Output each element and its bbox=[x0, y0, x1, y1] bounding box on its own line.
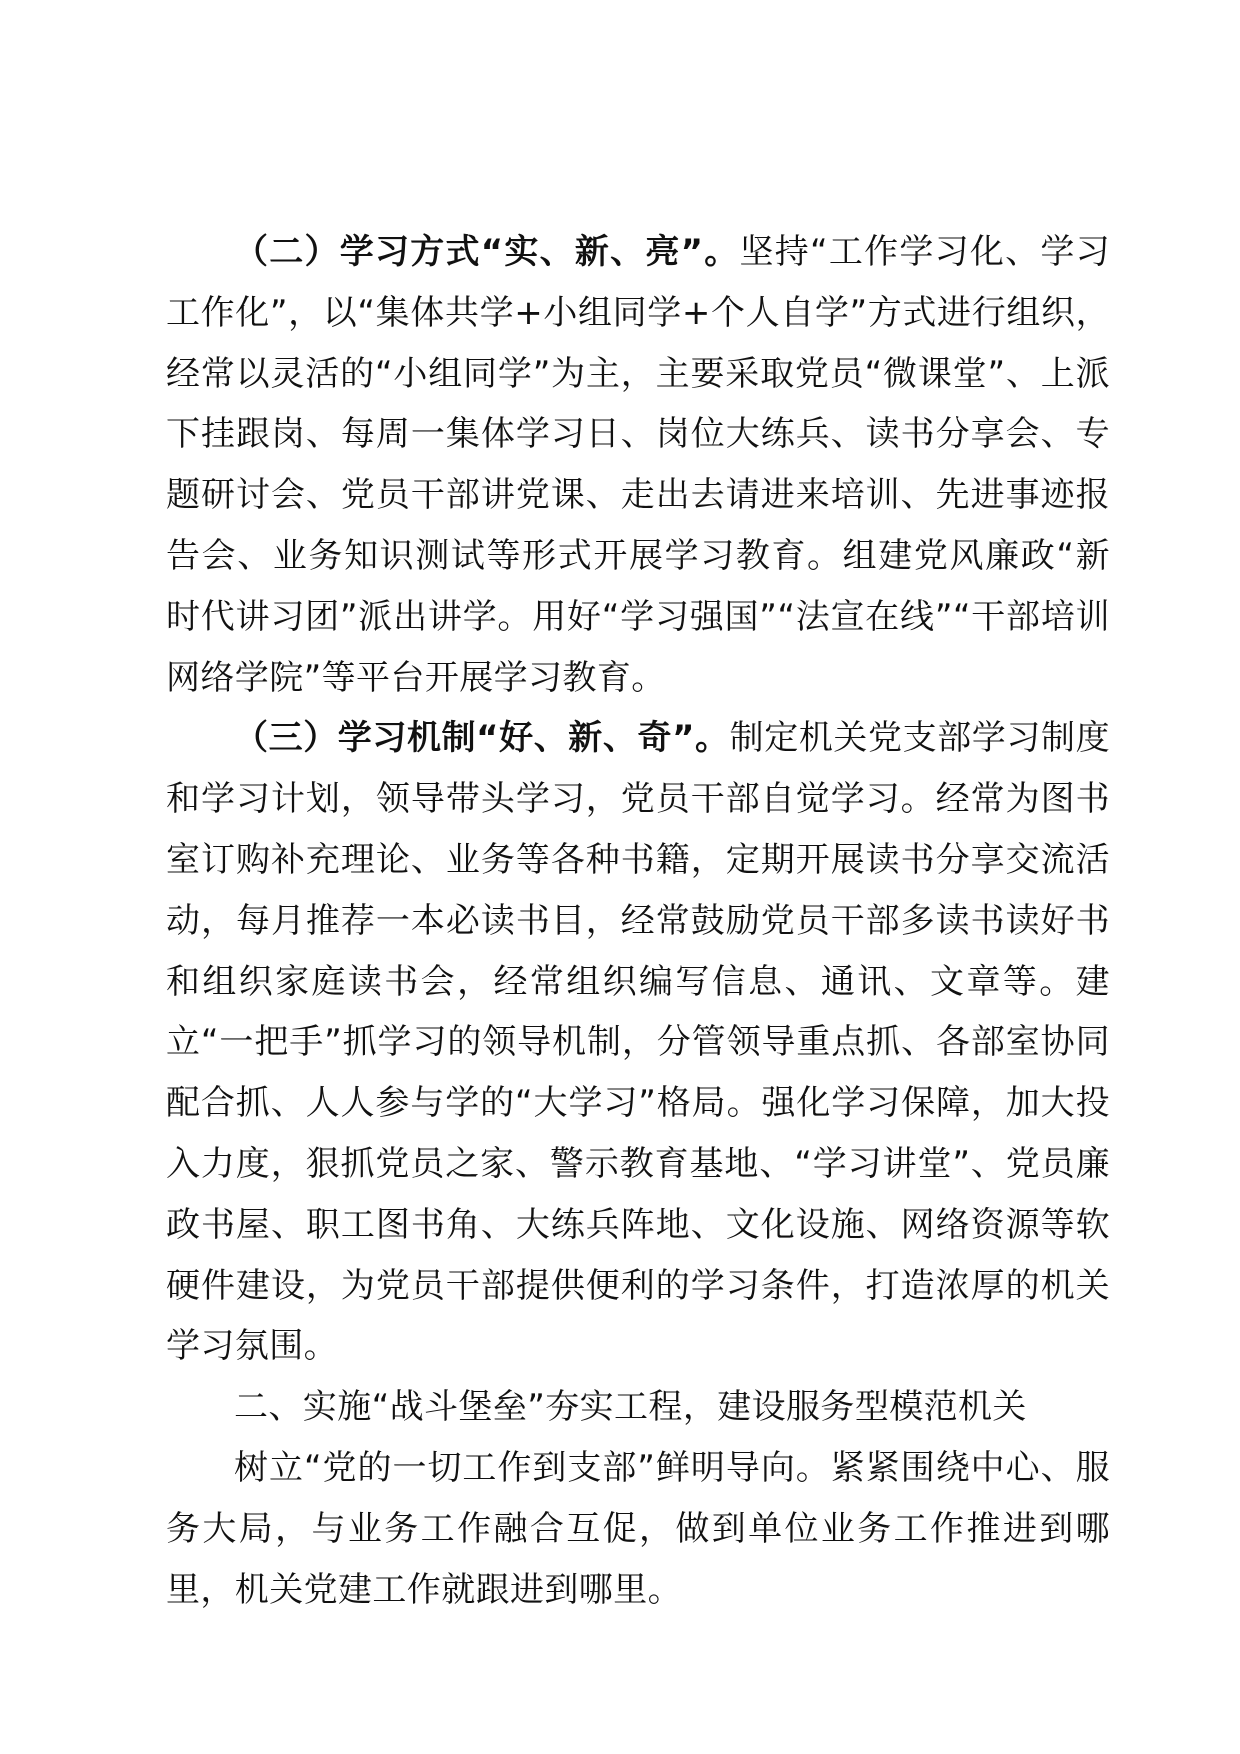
paragraph-body-study-mechanism: 制定机关党支部学习制度和学习计划，领导带头学习，党员干部自觉学习。经常为图书室订购补充理论、业务等各种书籍，定期开展读书分享交流活动，每月推荐一本必读书目，经常鼓励党员干部多读书读好书和组织家庭读书会，经常组织编写信息、通讯、文章等。建立“一把手”抓学习的领导机制，分管领导重点抓、各部室协同配合抓、人人参与学的“大学习”格局。强化学习保障，加大投入力度，狠抓党员之家、警示教育基地、“学习讲堂”、党员廉政书屋、职工图书角、大练兵阵地、文化设施、网络资源等软硬件建设，为党员干部提供便利的学习条件，打造浓厚的机关学习氛围。 bbox=[166, 718, 1110, 1367]
section-heading: 二、实施“战斗堡垒”夯实工程，建设服务型模范机关 bbox=[234, 1387, 1027, 1428]
paragraph-lead-study-mechanism: （三）学习机制“好、新、奇”。 bbox=[234, 718, 730, 759]
paragraph-study-method bbox=[166, 222, 1110, 708]
document-page bbox=[166, 222, 1110, 1620]
paragraph-body-study-method: 坚持“工作学习化、学习工作化”，以“集体共学+小组同学+个人自学”方式进行组织，经常以灵活的“小组同学”为主，主要采取党员“微课堂”、上派下挂跟岗、每周一集体学习日、岗位大练兵、读书分享会、专题研讨会、党员干部讲党课、走出去请进来培训、先进事迹报告会、业务知识测试等形式开展学习教育。组建党风廉政“新时代讲习团”派出讲学。用好“学习强国”“法宣在线”“干部培训网络学院”等平台开展学习教育。 bbox=[166, 232, 1110, 698]
paragraph-study-mechanism bbox=[166, 708, 1110, 1377]
paragraph-lead-study-method: （二）学习方式“实、新、亮”。 bbox=[234, 232, 740, 272]
closing-paragraph: 树立“党的一切工作到支部”鲜明导向。紧紧围绕中心、服务大局，与业务工作融合互促，做到单位业务工作推进到哪里，机关党建工作就跟进到哪里。 bbox=[166, 1447, 1110, 1610]
